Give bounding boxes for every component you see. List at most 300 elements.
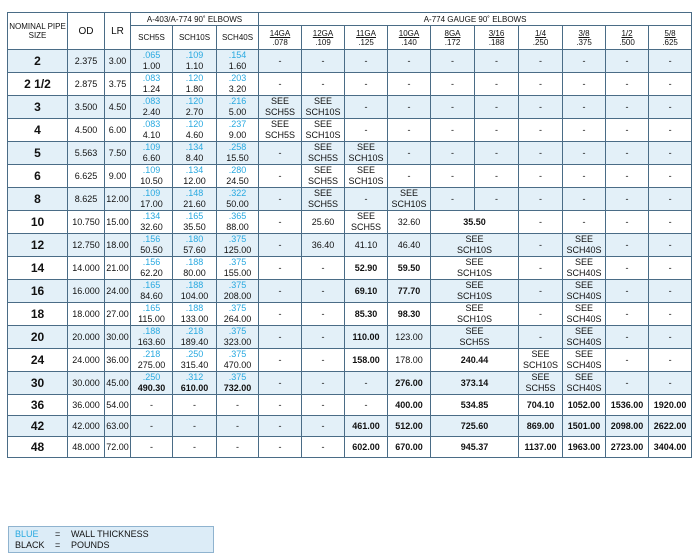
od-cell: 2.375 — [68, 50, 105, 73]
sched-value-cell — [217, 142, 259, 165]
gauge-value-cell: - — [259, 326, 302, 349]
sched-value-cell — [173, 119, 217, 142]
see-label: SEE — [314, 165, 333, 175]
sched-value-cell — [131, 119, 173, 142]
gauge-value-cell: - — [519, 142, 563, 165]
lr-cell: 72.00 — [105, 437, 131, 458]
od-cell: 20.000 — [68, 326, 105, 349]
elbow-spec-table-wrapper — [7, 12, 691, 458]
gauge-value-cell: - — [302, 303, 345, 326]
wall-thickness-value: .375 — [228, 257, 247, 267]
see-schedule: SCH10S — [305, 107, 341, 117]
see-schedule: SCH5S — [265, 107, 296, 117]
lr-header: LR — [105, 13, 131, 50]
see-label: SEE — [465, 234, 484, 244]
gauge-value-cell: - — [302, 372, 345, 395]
wall-thickness-value: .165 — [142, 280, 161, 290]
od-cell: 2.875 — [68, 73, 105, 96]
sched-value-cell — [173, 257, 217, 280]
gauge-value-cell: 276.00 — [388, 372, 431, 395]
gauge-value-cell: - — [302, 437, 345, 458]
see-label: SEE — [575, 303, 594, 313]
gauge-value-cell: 945.37 — [431, 437, 519, 458]
sched-value-cell — [217, 188, 259, 211]
wall-thickness-value: .165 — [185, 211, 204, 221]
weight-value: 323.00 — [223, 337, 252, 347]
gauge-value-cell: 41.10 — [345, 234, 388, 257]
gauge-value-cell: - — [606, 280, 649, 303]
sched-value-cell — [217, 280, 259, 303]
weight-value: 155.00 — [223, 268, 252, 278]
gauge-value-cell: - — [606, 119, 649, 142]
gauge-value-cell: 869.00 — [519, 416, 563, 437]
sched-header-sch5s: SCH5S — [131, 26, 173, 50]
gauge-value-cell: - — [475, 73, 519, 96]
see-reference-cell — [519, 349, 563, 372]
gauge-value-cell: 32.60 — [388, 211, 431, 234]
see-schedule: SCH5S — [525, 383, 556, 393]
gauge-value-cell: - — [475, 119, 519, 142]
gauge-value-cell: 461.00 — [345, 416, 388, 437]
gauge-value-cell: - — [475, 142, 519, 165]
see-label: SEE — [575, 372, 594, 382]
pipe-size-cell: 42 — [8, 416, 68, 437]
gauge-value-cell: - — [519, 96, 563, 119]
see-schedule: SCH40S — [566, 383, 602, 393]
elbow-spec-table — [7, 12, 692, 458]
od-cell: 48.000 — [68, 437, 105, 458]
gauge-value-cell: - — [563, 142, 606, 165]
gauge-value-cell: 158.00 — [345, 349, 388, 372]
sched-value-cell — [173, 165, 217, 188]
gauge-value-cell: - — [519, 165, 563, 188]
see-schedule: SCH10S — [457, 291, 493, 301]
gauge-value-cell: - — [606, 211, 649, 234]
wall-thickness-value: .375 — [228, 234, 247, 244]
gauge-value-cell: - — [519, 326, 563, 349]
weight-value: 208.00 — [223, 291, 252, 301]
weight-value: 610.00 — [180, 383, 209, 393]
gauge-header — [519, 26, 563, 50]
table-row — [8, 280, 692, 303]
a403-group-header: A-403/A-774 90˚ ELBOWS — [131, 13, 259, 26]
gauge-value-cell: - — [649, 257, 692, 280]
weight-value: 35.50 — [183, 222, 206, 232]
sched-value-cell — [217, 211, 259, 234]
gauge-value-cell: - — [431, 142, 475, 165]
see-reference-cell — [431, 257, 519, 280]
wall-thickness-value: .365 — [228, 211, 247, 221]
weight-value: 104.00 — [180, 291, 209, 301]
see-schedule: SCH40S — [566, 245, 602, 255]
weight-value: 1.10 — [185, 61, 204, 71]
od-cell: 18.000 — [68, 303, 105, 326]
see-reference-cell — [431, 326, 519, 349]
pipe-size-cell: 8 — [8, 188, 68, 211]
see-reference-cell — [431, 303, 519, 326]
weight-value: 10.50 — [140, 176, 163, 186]
sched-value-cell — [131, 142, 173, 165]
gauge-value-cell: - — [259, 280, 302, 303]
gauge-value-cell: - — [259, 257, 302, 280]
lr-cell: 36.00 — [105, 349, 131, 372]
weight-value: 9.00 — [228, 130, 247, 140]
gauge-value-cell: 704.10 — [519, 395, 563, 416]
gauge-header-top: 11GA — [356, 28, 376, 38]
sched-value-cell — [131, 257, 173, 280]
see-label: SEE — [465, 257, 484, 267]
see-label: SEE — [465, 280, 484, 290]
lr-cell: 6.00 — [105, 119, 131, 142]
gauge-value-cell: 69.10 — [345, 280, 388, 303]
see-label: SEE — [575, 349, 594, 359]
weight-value: 2.70 — [185, 107, 204, 117]
gauge-header-top: 12GA — [312, 28, 334, 38]
gauge-value-cell: - — [649, 119, 692, 142]
wall-thickness-value: .188 — [185, 280, 204, 290]
pipe-size-cell: 16 — [8, 280, 68, 303]
sched-value-cell — [131, 165, 173, 188]
gauge-value-cell: 1920.00 — [649, 395, 692, 416]
nominal-pipe-size-label: NOMINAL PIPE SIZE — [9, 22, 66, 40]
gauge-value-cell: - — [431, 165, 475, 188]
see-schedule: SCH40S — [566, 314, 602, 324]
see-label: SEE — [465, 303, 484, 313]
gauge-header — [259, 26, 302, 50]
gauge-value-cell: - — [649, 349, 692, 372]
gauge-value-cell: - — [431, 188, 475, 211]
gauge-value-cell: 3404.00 — [649, 437, 692, 458]
weight-value: 189.40 — [180, 337, 209, 347]
gauge-value-cell: 2098.00 — [606, 416, 649, 437]
gauge-value-cell: - — [475, 96, 519, 119]
see-reference-cell — [302, 96, 345, 119]
gauge-header — [606, 26, 649, 50]
od-cell: 42.000 — [68, 416, 105, 437]
gauge-value-cell: - — [649, 188, 692, 211]
sched-value-cell — [217, 165, 259, 188]
see-reference-cell — [302, 119, 345, 142]
wall-thickness-value: .250 — [185, 349, 204, 359]
pipe-size-cell: 12 — [8, 234, 68, 257]
gauge-value-cell: - — [606, 142, 649, 165]
see-label: SEE — [314, 96, 333, 106]
gauge-value-cell: - — [259, 188, 302, 211]
gauge-value-cell: 1536.00 — [606, 395, 649, 416]
wall-thickness-value: .154 — [228, 50, 247, 60]
sched-value-cell — [173, 326, 217, 349]
gauge-value-cell: 670.00 — [388, 437, 431, 458]
lr-cell: 63.00 — [105, 416, 131, 437]
gauge-value-cell: - — [388, 50, 431, 73]
weight-value: 1.60 — [228, 61, 247, 71]
wall-thickness-value: .180 — [185, 234, 204, 244]
gauge-header-top: 1/4 — [534, 28, 547, 38]
od-cell: 14.000 — [68, 257, 105, 280]
wall-thickness-value: .120 — [185, 119, 204, 129]
lr-cell: 9.00 — [105, 165, 131, 188]
lr-cell: 4.50 — [105, 96, 131, 119]
sched-value-cell: - — [217, 437, 259, 458]
weight-value: 470.00 — [223, 360, 252, 370]
see-schedule: SCH40S — [566, 337, 602, 347]
wall-thickness-value: .134 — [185, 142, 204, 152]
gauge-header-top: 8GA — [444, 28, 461, 38]
see-label: SEE — [271, 96, 290, 106]
gauge-value-cell: - — [519, 73, 563, 96]
gauge-value-cell: - — [563, 73, 606, 96]
od-cell: 4.500 — [68, 119, 105, 142]
pipe-size-cell: 14 — [8, 257, 68, 280]
od-cell: 3.500 — [68, 96, 105, 119]
gauge-value-cell: - — [259, 303, 302, 326]
gauge-header-top: 3/16 — [488, 28, 505, 38]
wall-thickness-value: .375 — [228, 372, 247, 382]
gauge-header-bottom: .188 — [488, 37, 505, 47]
header-row-groups — [8, 13, 692, 26]
see-label: SEE — [357, 142, 376, 152]
wall-thickness-value: .120 — [185, 96, 204, 106]
see-reference-cell — [563, 257, 606, 280]
pipe-size-cell: 48 — [8, 437, 68, 458]
sched-value-cell: - — [217, 395, 259, 416]
gauge-value-cell: 98.30 — [388, 303, 431, 326]
gauge-value-cell: - — [519, 234, 563, 257]
sched-value-cell — [131, 73, 173, 96]
sched-value-cell — [131, 303, 173, 326]
gauge-value-cell: - — [649, 96, 692, 119]
gauge-header — [431, 26, 475, 50]
see-reference-cell — [563, 326, 606, 349]
lr-cell: 3.75 — [105, 73, 131, 96]
weight-value: 62.20 — [140, 268, 163, 278]
legend-equals: = — [55, 529, 61, 539]
sched-value-cell — [217, 96, 259, 119]
weight-value: 80.00 — [183, 268, 206, 278]
pipe-size-cell: 2 — [8, 50, 68, 73]
sched-value-cell: - — [131, 395, 173, 416]
gauge-value-cell: - — [606, 50, 649, 73]
gauge-value-cell: - — [649, 142, 692, 165]
table-row — [8, 416, 692, 437]
gauge-value-cell: - — [388, 119, 431, 142]
sched-value-cell — [217, 349, 259, 372]
sched-value-cell — [173, 73, 217, 96]
wall-thickness-value: .375 — [228, 326, 247, 336]
gauge-value-cell: - — [649, 372, 692, 395]
od-cell: 10.750 — [68, 211, 105, 234]
see-reference-cell — [388, 188, 431, 211]
gauge-value-cell: 35.50 — [431, 211, 519, 234]
wall-thickness-value: .237 — [228, 119, 247, 129]
gauge-value-cell: - — [519, 188, 563, 211]
pipe-size-cell: 30 — [8, 372, 68, 395]
sched-header-sch40s: SCH40S — [217, 26, 259, 50]
table-row — [8, 142, 692, 165]
weight-value: 264.00 — [223, 314, 252, 324]
sched-value-cell — [217, 119, 259, 142]
pipe-size-cell: 24 — [8, 349, 68, 372]
gauge-header — [649, 26, 692, 50]
see-label: SEE — [314, 188, 333, 198]
table-row — [8, 395, 692, 416]
see-reference-cell — [519, 372, 563, 395]
table-row — [8, 326, 692, 349]
see-schedule: SCH5S — [459, 337, 490, 347]
see-label: SEE — [271, 119, 290, 129]
gauge-header-top: 1/2 — [621, 28, 633, 38]
weight-value: 1.80 — [185, 84, 204, 94]
gauge-value-cell: - — [563, 211, 606, 234]
legend-equals: = — [55, 540, 61, 550]
od-cell: 5.563 — [68, 142, 105, 165]
gauge-value-cell: - — [475, 50, 519, 73]
od-cell: 6.625 — [68, 165, 105, 188]
gauge-value-cell: - — [345, 188, 388, 211]
sched-value-cell — [131, 50, 173, 73]
table-row — [8, 234, 692, 257]
sched-value-cell: - — [131, 437, 173, 458]
gauge-header-bottom: .078 — [272, 37, 288, 47]
weight-value: 125.00 — [223, 245, 252, 255]
see-reference-cell — [563, 280, 606, 303]
gauge-value-cell: 178.00 — [388, 349, 431, 372]
sched-value-cell — [217, 257, 259, 280]
sched-value-cell — [173, 234, 217, 257]
gauge-value-cell: - — [345, 73, 388, 96]
see-label: SEE — [357, 211, 376, 221]
pipe-size-cell: 3 — [8, 96, 68, 119]
gauge-value-cell: - — [649, 280, 692, 303]
od-cell: 8.625 — [68, 188, 105, 211]
table-row — [8, 119, 692, 142]
gauge-value-cell: - — [259, 234, 302, 257]
see-schedule: SCH10S — [523, 360, 559, 370]
gauge-value-cell: - — [259, 211, 302, 234]
weight-value: 17.00 — [140, 199, 163, 209]
gauge-value-cell: - — [563, 96, 606, 119]
weight-value: 12.00 — [183, 176, 206, 186]
gauge-header — [345, 26, 388, 50]
gauge-value-cell: - — [345, 50, 388, 73]
sched-value-cell — [173, 211, 217, 234]
see-schedule: SCH10S — [348, 153, 384, 163]
legend-blue-row — [15, 529, 207, 540]
sched-value-cell: - — [217, 416, 259, 437]
lr-cell: 7.50 — [105, 142, 131, 165]
weight-value: 6.60 — [142, 153, 161, 163]
table-row — [8, 349, 692, 372]
lr-cell: 3.00 — [105, 50, 131, 73]
table-row — [8, 372, 692, 395]
gauge-value-cell: - — [606, 188, 649, 211]
gauge-header-top: 10GA — [398, 28, 420, 38]
weight-value: 5.00 — [228, 107, 247, 117]
weight-value: 8.40 — [185, 153, 204, 163]
gauge-value-cell: - — [475, 188, 519, 211]
see-label: SEE — [575, 234, 594, 244]
weight-value: 2.40 — [142, 107, 161, 117]
gauge-value-cell: - — [259, 349, 302, 372]
gauge-value-cell: - — [649, 165, 692, 188]
wall-thickness-value: .148 — [185, 188, 204, 198]
gauge-value-cell: 534.85 — [431, 395, 519, 416]
od-cell: 16.000 — [68, 280, 105, 303]
sched-value-cell — [173, 280, 217, 303]
gauge-value-cell: - — [259, 165, 302, 188]
see-reference-cell — [345, 142, 388, 165]
sched-value-cell — [173, 188, 217, 211]
gauge-header-bottom: .109 — [315, 37, 331, 47]
lr-cell: 18.00 — [105, 234, 131, 257]
gauge-value-cell: - — [649, 326, 692, 349]
gauge-header-bottom: .500 — [619, 37, 635, 47]
see-schedule: SCH5S — [351, 222, 382, 232]
gauge-value-cell: - — [606, 73, 649, 96]
gauge-value-cell: 2622.00 — [649, 416, 692, 437]
gauge-value-cell: - — [345, 372, 388, 395]
gauge-value-cell: - — [563, 50, 606, 73]
table-row — [8, 257, 692, 280]
gauge-value-cell: - — [475, 165, 519, 188]
gauge-value-cell: 1501.00 — [563, 416, 606, 437]
gauge-header-top: 3/8 — [578, 28, 590, 38]
a774-group-header: A-774 GAUGE 90˚ ELBOWS — [259, 13, 692, 26]
gauge-value-cell: - — [345, 395, 388, 416]
see-reference-cell — [563, 303, 606, 326]
weight-value: 50.00 — [226, 199, 249, 209]
pipe-size-cell: 20 — [8, 326, 68, 349]
legend-black-row — [15, 540, 207, 551]
gauge-value-cell: 512.00 — [388, 416, 431, 437]
pipe-size-cell: 36 — [8, 395, 68, 416]
weight-value: 315.40 — [180, 360, 209, 370]
sched-value-cell — [131, 372, 173, 395]
gauge-value-cell: - — [302, 257, 345, 280]
sched-value-cell — [131, 326, 173, 349]
nominal-pipe-size-header — [8, 13, 68, 50]
gauge-value-cell: - — [606, 372, 649, 395]
gauge-value-cell: - — [563, 165, 606, 188]
od-cell: 30.000 — [68, 372, 105, 395]
sched-value-cell — [131, 96, 173, 119]
gauge-value-cell: - — [388, 73, 431, 96]
wall-thickness-value: .134 — [142, 211, 161, 221]
see-reference-cell — [431, 234, 519, 257]
see-schedule: SCH5S — [308, 153, 339, 163]
gauge-value-cell: - — [302, 395, 345, 416]
see-reference-cell — [259, 119, 302, 142]
lr-cell: 24.00 — [105, 280, 131, 303]
wall-thickness-value: .083 — [142, 73, 161, 83]
gauge-value-cell: 1137.00 — [519, 437, 563, 458]
see-label: SEE — [575, 257, 594, 267]
see-reference-cell — [302, 188, 345, 211]
gauge-header — [563, 26, 606, 50]
gauge-header-bottom: .625 — [662, 37, 678, 47]
see-reference-cell — [563, 349, 606, 372]
sched-value-cell — [173, 349, 217, 372]
gauge-value-cell: 85.30 — [345, 303, 388, 326]
sched-value-cell — [131, 349, 173, 372]
weight-value: 4.60 — [185, 130, 204, 140]
table-row — [8, 437, 692, 458]
gauge-value-cell: - — [649, 234, 692, 257]
see-schedule: SCH40S — [566, 360, 602, 370]
gauge-value-cell: - — [431, 119, 475, 142]
wall-thickness-value: .280 — [228, 165, 247, 175]
gauge-value-cell: - — [606, 96, 649, 119]
